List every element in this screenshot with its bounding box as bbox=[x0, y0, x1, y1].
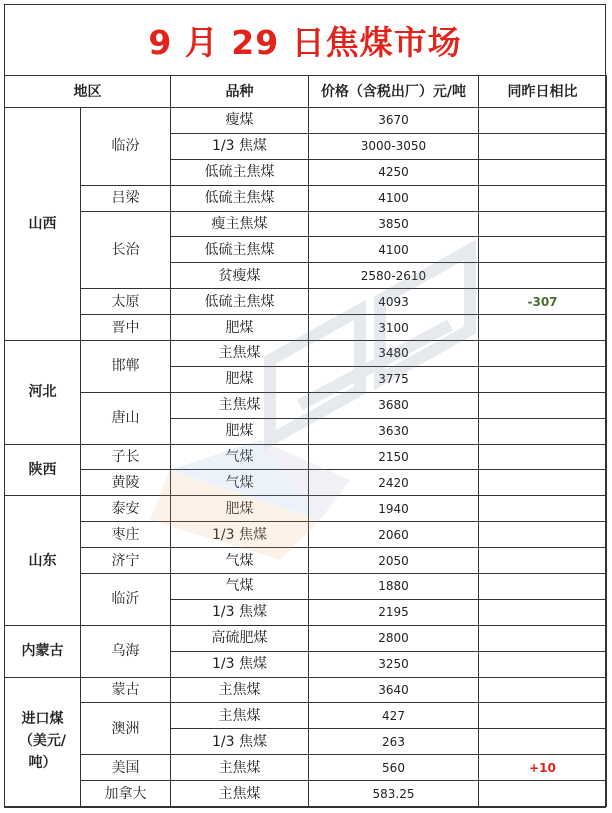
price-cell: 560 bbox=[309, 755, 479, 781]
change-cell bbox=[479, 470, 607, 496]
change-cell bbox=[479, 781, 607, 807]
variety-cell: 1/3 焦煤 bbox=[171, 651, 309, 677]
city-cell: 黄陵 bbox=[81, 470, 171, 496]
variety-cell: 肥煤 bbox=[171, 418, 309, 444]
variety-cell: 主焦煤 bbox=[171, 341, 309, 367]
table-row bbox=[5, 496, 607, 522]
price-cell: 427 bbox=[309, 703, 479, 729]
table-row bbox=[5, 108, 607, 134]
city-cell: 临汾 bbox=[81, 108, 171, 186]
change-cell bbox=[479, 341, 607, 367]
change-cell bbox=[479, 522, 607, 548]
change-cell bbox=[479, 133, 607, 159]
change-cell bbox=[479, 496, 607, 522]
price-table bbox=[4, 75, 607, 807]
city-cell: 长治 bbox=[81, 211, 171, 289]
variety-cell: 贫瘦煤 bbox=[171, 263, 309, 289]
table-row bbox=[5, 677, 607, 703]
price-cell: 583.25 bbox=[309, 781, 479, 807]
variety-cell: 气煤 bbox=[171, 444, 309, 470]
change-cell bbox=[479, 263, 607, 289]
table-row bbox=[5, 470, 607, 496]
variety-cell: 主焦煤 bbox=[171, 755, 309, 781]
change-cell bbox=[479, 392, 607, 418]
change-cell bbox=[479, 108, 607, 134]
change-cell bbox=[479, 159, 607, 185]
change-cell bbox=[479, 211, 607, 237]
table-row bbox=[5, 781, 607, 807]
region-cell: 进口煤 （美元/ 吨） bbox=[5, 677, 81, 806]
city-cell: 济宁 bbox=[81, 548, 171, 574]
price-cell: 3670 bbox=[309, 108, 479, 134]
variety-cell: 气煤 bbox=[171, 548, 309, 574]
city-cell: 邯郸 bbox=[81, 341, 171, 393]
table-row bbox=[5, 625, 607, 651]
region-cell: 山东 bbox=[5, 496, 81, 625]
variety-cell: 肥煤 bbox=[171, 496, 309, 522]
variety-cell: 气煤 bbox=[171, 470, 309, 496]
city-cell: 蒙古 bbox=[81, 677, 171, 703]
city-cell: 太原 bbox=[81, 289, 171, 315]
price-cell: 2060 bbox=[309, 522, 479, 548]
price-cell: 2195 bbox=[309, 599, 479, 625]
price-cell: 3480 bbox=[309, 341, 479, 367]
table-row bbox=[5, 211, 607, 237]
change-cell bbox=[479, 444, 607, 470]
city-cell: 唐山 bbox=[81, 392, 171, 444]
variety-cell: 低硫主焦煤 bbox=[171, 237, 309, 263]
change-cell bbox=[479, 625, 607, 651]
table-row bbox=[5, 703, 607, 729]
change-cell bbox=[479, 548, 607, 574]
price-cell: 3775 bbox=[309, 366, 479, 392]
change-cell bbox=[479, 366, 607, 392]
variety-cell: 1/3 焦煤 bbox=[171, 729, 309, 755]
city-cell: 吕梁 bbox=[81, 185, 171, 211]
change-cell bbox=[479, 729, 607, 755]
price-cell: 3630 bbox=[309, 418, 479, 444]
change-cell: +10 bbox=[479, 755, 607, 781]
variety-cell: 主焦煤 bbox=[171, 703, 309, 729]
table-row bbox=[5, 574, 607, 600]
price-cell: 4100 bbox=[309, 185, 479, 211]
table-row bbox=[5, 548, 607, 574]
city-cell: 子长 bbox=[81, 444, 171, 470]
price-cell: 4100 bbox=[309, 237, 479, 263]
variety-cell: 肥煤 bbox=[171, 315, 309, 341]
price-cell: 3000-3050 bbox=[309, 133, 479, 159]
region-cell: 山西 bbox=[5, 108, 81, 341]
change-cell bbox=[479, 315, 607, 341]
table-row bbox=[5, 185, 607, 211]
city-cell: 加拿大 bbox=[81, 781, 171, 807]
price-cell: 1940 bbox=[309, 496, 479, 522]
variety-cell: 低硫主焦煤 bbox=[171, 289, 309, 315]
city-cell: 泰安 bbox=[81, 496, 171, 522]
variety-cell: 肥煤 bbox=[171, 366, 309, 392]
variety-cell: 主焦煤 bbox=[171, 677, 309, 703]
variety-cell: 瘦主焦煤 bbox=[171, 211, 309, 237]
header-variety: 品种 bbox=[171, 76, 309, 108]
table-row bbox=[5, 341, 607, 367]
price-cell: 4093 bbox=[309, 289, 479, 315]
table-body bbox=[5, 108, 607, 807]
region-cell: 陕西 bbox=[5, 444, 81, 496]
change-cell bbox=[479, 703, 607, 729]
header-change: 同昨日相比 bbox=[479, 76, 607, 108]
price-cell: 4250 bbox=[309, 159, 479, 185]
price-cell: 3250 bbox=[309, 651, 479, 677]
price-cell: 263 bbox=[309, 729, 479, 755]
table-row bbox=[5, 522, 607, 548]
change-cell bbox=[479, 677, 607, 703]
city-cell: 枣庄 bbox=[81, 522, 171, 548]
variety-cell: 1/3 焦煤 bbox=[171, 522, 309, 548]
price-cell: 3640 bbox=[309, 677, 479, 703]
table-row bbox=[5, 444, 607, 470]
header-region: 地区 bbox=[5, 76, 171, 108]
city-cell: 临沂 bbox=[81, 574, 171, 626]
price-cell: 1880 bbox=[309, 574, 479, 600]
table-row bbox=[5, 315, 607, 341]
change-cell: -307 bbox=[479, 289, 607, 315]
change-cell bbox=[479, 418, 607, 444]
variety-cell: 高硫肥煤 bbox=[171, 625, 309, 651]
variety-cell: 1/3 焦煤 bbox=[171, 133, 309, 159]
change-cell bbox=[479, 574, 607, 600]
variety-cell: 主焦煤 bbox=[171, 781, 309, 807]
change-cell bbox=[479, 599, 607, 625]
city-cell: 澳洲 bbox=[81, 703, 171, 755]
price-cell: 2420 bbox=[309, 470, 479, 496]
price-cell: 2580-2610 bbox=[309, 263, 479, 289]
city-cell: 美国 bbox=[81, 755, 171, 781]
price-cell: 3850 bbox=[309, 211, 479, 237]
table-row bbox=[5, 289, 607, 315]
page-title: 9 月 29 日焦煤市场 bbox=[148, 22, 462, 62]
city-cell: 乌海 bbox=[81, 625, 171, 677]
table-row bbox=[5, 755, 607, 781]
variety-cell: 1/3 焦煤 bbox=[171, 599, 309, 625]
table-row bbox=[5, 392, 607, 418]
city-cell: 晋中 bbox=[81, 315, 171, 341]
price-cell: 3680 bbox=[309, 392, 479, 418]
change-cell bbox=[479, 185, 607, 211]
price-cell: 2800 bbox=[309, 625, 479, 651]
region-cell: 内蒙古 bbox=[5, 625, 81, 677]
change-cell bbox=[479, 651, 607, 677]
variety-cell: 低硫主焦煤 bbox=[171, 185, 309, 211]
variety-cell: 气煤 bbox=[171, 574, 309, 600]
variety-cell: 瘦煤 bbox=[171, 108, 309, 134]
variety-cell: 主焦煤 bbox=[171, 392, 309, 418]
price-cell: 3100 bbox=[309, 315, 479, 341]
change-cell bbox=[479, 237, 607, 263]
variety-cell: 低硫主焦煤 bbox=[171, 159, 309, 185]
region-cell: 河北 bbox=[5, 341, 81, 445]
header-price: 价格（含税出厂）元/吨 bbox=[309, 76, 479, 108]
price-cell: 2150 bbox=[309, 444, 479, 470]
price-cell: 2050 bbox=[309, 548, 479, 574]
header-row bbox=[5, 76, 607, 108]
